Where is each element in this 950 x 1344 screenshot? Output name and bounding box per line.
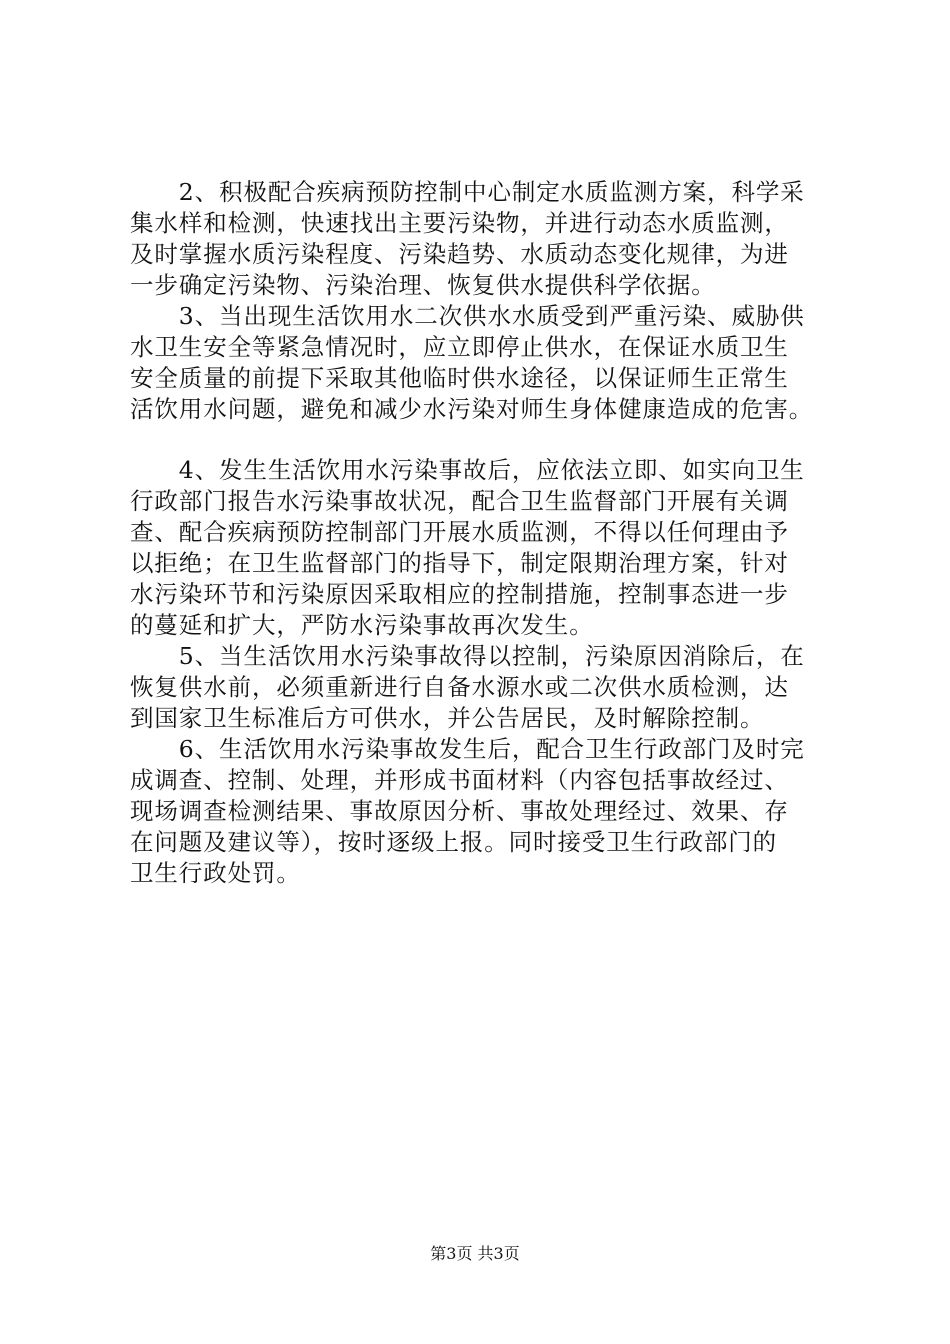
paragraph-4-line-6: 的蔓延和扩大，严防水污染事故再次发生。 (130, 611, 594, 639)
paragraph-2-line-3: 及时掌握水质污染程度、污染趋势、水质动态变化规律，为进 (130, 240, 789, 268)
paragraph-3-line-2: 水卫生安全等紧急情况时，应立即停止供水，在保证水质卫生 (130, 333, 789, 361)
paragraph-6-line-5: 卫生行政处罚。 (130, 859, 301, 887)
paragraph-4-line-2: 行政部门报告水污染事故状况，配合卫生监督部门开展有关调 (130, 487, 789, 515)
paragraph-4-line-5: 水污染环节和污染原因采取相应的控制措施，控制事态进一步 (130, 580, 789, 608)
paragraph-4-line-1: 4、发生生活饮用水污染事故后，应依法立即、如实向卫生 (130, 456, 805, 484)
paragraph-3-line-4: 活饮用水问题，避免和减少水污染对师生身体健康造成的危害。 (130, 395, 814, 423)
paragraph-6-line-2: 成调查、控制、处理，并形成书面材料（内容包括事故经过、 (130, 766, 789, 794)
paragraph-2-line-4: 一步确定污染物、污染治理、恢复供水提供科学依据。 (130, 271, 716, 299)
paragraph-6-line-3: 现场调查检测结果、事故原因分析、事故处理经过、效果、存 (130, 797, 789, 825)
paragraph-2-line-2: 集水样和检测，快速找出主要污染物，并进行动态水质监测， (130, 209, 789, 237)
paragraph-5-line-2: 恢复供水前，必须重新进行自备水源水或二次供水质检测，达 (130, 673, 789, 701)
paragraph-4-line-4: 以拒绝；在卫生监督部门的指导下，制定限期治理方案，针对 (130, 549, 789, 577)
paragraph-5-line-1: 5、当生活饮用水污染事故得以控制，污染原因消除后，在 (130, 642, 805, 670)
paragraph-3-line-1: 3、当出现生活饮用水二次供水水质受到严重污染、威胁供 (130, 302, 805, 330)
paragraph-6-line-4: 在问题及建议等），按时逐级上报。同时接受卫生行政部门的 (130, 828, 778, 856)
paragraph-4-line-3: 查、配合疾病预防控制部门开展水质监测，不得以任何理由予 (130, 518, 789, 546)
paragraph-3-line-3: 安全质量的前提下采取其他临时供水途径，以保证师生正常生 (130, 364, 789, 392)
paragraph-5-line-3: 到国家卫生标准后方可供水，并公告居民，及时解除控制。 (130, 704, 765, 732)
paragraph-6-line-1: 6、生活饮用水污染事故发生后，配合卫生行政部门及时完 (130, 735, 805, 763)
page-number-footer: 第3页 共3页 (430, 1244, 520, 1263)
paragraph-2-line-1: 2、积极配合疾病预防控制中心制定水质监测方案，科学采 (130, 178, 805, 206)
